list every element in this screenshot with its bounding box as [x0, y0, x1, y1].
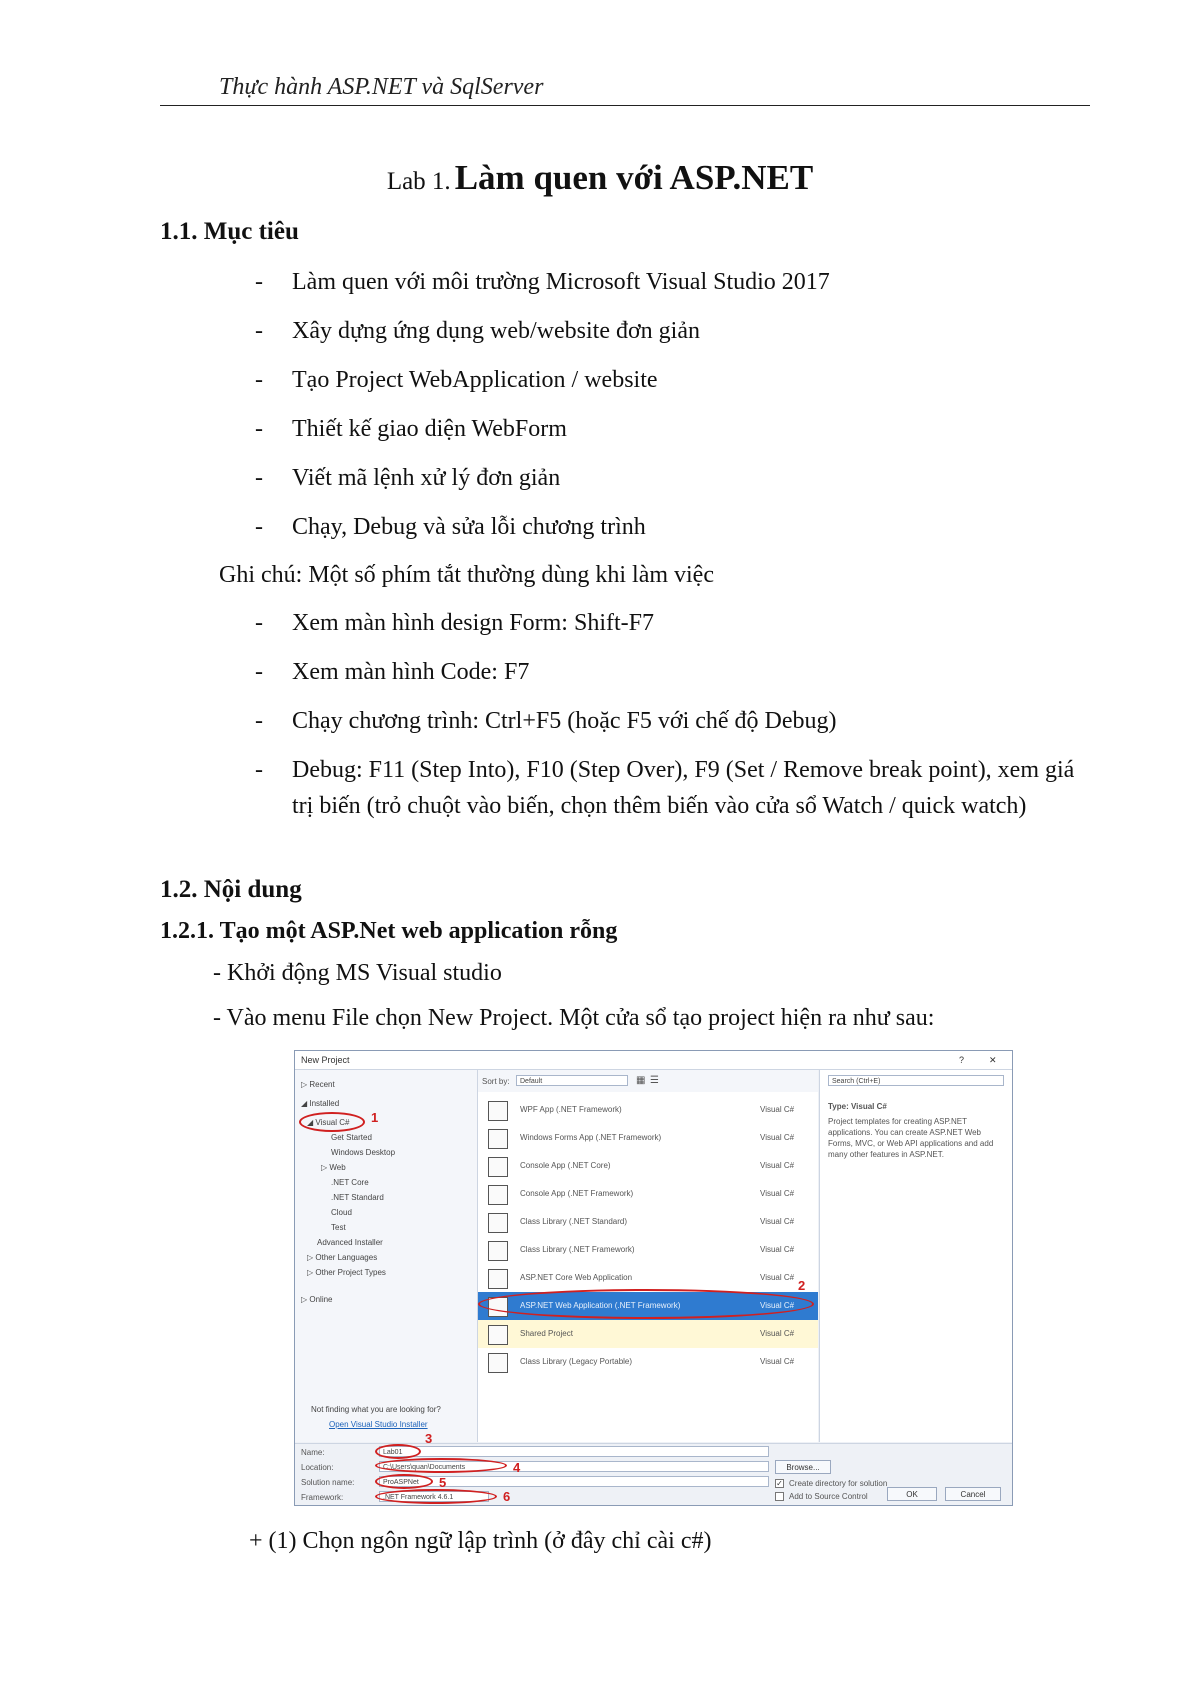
tree-item[interactable]: ▷ Other Project Types — [307, 1268, 386, 1277]
new-project-screenshot — [294, 1050, 1013, 1506]
lab-title: Làm quen với ASP.NET — [454, 158, 814, 197]
type-label: Type: Visual C# — [828, 1102, 887, 1111]
ok-button[interactable]: OK — [887, 1487, 937, 1501]
sort-toolbar — [478, 1070, 818, 1092]
template-icon — [488, 1101, 508, 1121]
annotation-number-2: 2 — [798, 1278, 806, 1293]
template-row[interactable]: Class Library (Legacy Portable) Visual C# — [478, 1348, 818, 1376]
template-row[interactable]: Class Library (.NET Framework) Visual C# — [478, 1236, 818, 1264]
template-row-selected[interactable]: ASP.NET Web Application (.NET Framework) Visual C# — [478, 1292, 818, 1320]
template-list — [478, 1070, 818, 1442]
annotation-number-3: 3 — [425, 1431, 433, 1446]
annotation-circle-3 — [375, 1444, 421, 1459]
framework-label: Framework: — [301, 1493, 344, 1502]
tree-item-recent[interactable]: ▷ Recent — [301, 1080, 335, 1089]
tree-item[interactable]: Windows Desktop — [331, 1148, 396, 1157]
location-input[interactable]: C:\Users\quan\Documents — [379, 1461, 769, 1472]
template-tree — [295, 1070, 478, 1442]
open-installer-link[interactable]: Open Visual Studio Installer — [329, 1420, 428, 1429]
tree-item[interactable]: Cloud — [331, 1208, 352, 1217]
annotation-circle-5 — [375, 1474, 433, 1489]
template-row[interactable]: Windows Forms App (.NET Framework) Visual C# — [478, 1124, 818, 1152]
section-heading-objectives: 1.1. Mục tiêu — [160, 218, 299, 245]
tree-item[interactable]: .NET Standard — [331, 1193, 384, 1202]
dialog-title: New Project — [301, 1055, 350, 1065]
template-row[interactable]: WPF App (.NET Framework) Visual C# — [478, 1096, 818, 1124]
shortcut-note: Ghi chú: Một số phím tắt thường dùng khi làm việc — [219, 562, 714, 588]
grid-view-icon[interactable]: ▦ — [636, 1075, 646, 1086]
not-finding-text: Not finding what you are looking for? — [311, 1405, 441, 1414]
name-label: Name: — [301, 1448, 325, 1457]
globe-icon — [488, 1269, 508, 1289]
cancel-button[interactable]: Cancel — [945, 1487, 1001, 1501]
step-text: - Vào menu File chọn New Project. Một cửa sổ tạo project hiện ra như sau: — [213, 1005, 935, 1031]
solution-label: Solution name: — [301, 1478, 355, 1487]
template-icon — [488, 1129, 508, 1149]
annotation-circle-2 — [478, 1289, 814, 1319]
tree-item[interactable]: .NET Core — [331, 1178, 369, 1187]
create-dir-checkbox[interactable]: ✓ — [776, 1479, 783, 1488]
template-icon — [488, 1241, 508, 1261]
template-row[interactable]: Class Library (.NET Standard) Visual C# — [478, 1208, 818, 1236]
annotation-circle-6 — [375, 1489, 497, 1504]
lab-number: Lab 1. — [386, 168, 451, 195]
annotation-number-1: 1 — [371, 1110, 379, 1125]
annotation-circle-1 — [299, 1112, 365, 1132]
annotation-number-5: 5 — [439, 1475, 447, 1490]
tree-item[interactable]: Test — [331, 1223, 346, 1232]
framework-select[interactable]: .NET Framework 4.6.1 — [379, 1491, 489, 1502]
tree-item-visual-csharp[interactable]: ◢ Visual C# — [307, 1118, 350, 1127]
sort-label: Sort by: — [482, 1077, 510, 1086]
close-icon[interactable]: ✕ — [989, 1055, 997, 1065]
help-icon[interactable]: ? — [959, 1055, 965, 1065]
section-heading-content: 1.2. Nội dung — [160, 876, 302, 903]
location-label: Location: — [301, 1463, 334, 1472]
step-note: + (1) Chọn ngôn ngữ lập trình (ở đây chỉ cài c#) — [249, 1528, 712, 1554]
list-view-icon[interactable]: ☰ — [650, 1075, 659, 1086]
annotation-number-6: 6 — [503, 1489, 511, 1504]
template-row[interactable]: Console App (.NET Framework) Visual C# — [478, 1180, 818, 1208]
tree-item[interactable]: Advanced Installer — [317, 1238, 383, 1247]
subsection-heading: 1.2.1. Tạo một ASP.Net web application rỗng — [160, 918, 618, 944]
create-dir-label: Create directory for solution — [789, 1479, 888, 1488]
template-description-panel — [819, 1070, 1012, 1442]
name-input[interactable]: Lab01 — [379, 1446, 769, 1457]
header-divider — [160, 105, 1090, 106]
annotation-number-4: 4 — [513, 1460, 521, 1475]
tree-item-online[interactable]: ▷ Online — [301, 1295, 333, 1304]
page-title — [0, 158, 1200, 198]
search-input[interactable]: Search (Ctrl+E) — [828, 1075, 1004, 1086]
dialog-titlebar — [295, 1051, 1012, 1070]
template-icon — [488, 1185, 508, 1205]
browse-button[interactable]: Browse... — [775, 1460, 831, 1474]
template-icon — [488, 1325, 508, 1345]
template-row[interactable]: Shared Project Visual C# — [478, 1320, 818, 1348]
tree-item[interactable]: ▷ Web — [321, 1163, 346, 1172]
template-icon — [488, 1213, 508, 1233]
source-control-label: Add to Source Control — [789, 1492, 868, 1501]
step-text: - Khởi động MS Visual studio — [213, 960, 502, 986]
template-icon — [488, 1157, 508, 1177]
template-row[interactable]: Console App (.NET Core) Visual C# — [478, 1152, 818, 1180]
source-control-checkbox[interactable] — [775, 1492, 784, 1501]
tree-item[interactable]: Get Started — [331, 1133, 372, 1142]
solution-input[interactable]: ProASPNet — [379, 1476, 769, 1487]
type-description: Project templates for creating ASP.NET applications. You can create ASP.NET Web Forms, MVC, or Web API applications and add many other features in ASP.NET. — [828, 1117, 994, 1159]
tree-item[interactable]: ▷ Other Languages — [307, 1253, 378, 1262]
template-icon — [488, 1353, 508, 1373]
tree-item-installed[interactable]: ◢ Installed — [301, 1099, 340, 1108]
running-header: Thực hành ASP.NET và SqlServer — [219, 74, 544, 100]
sort-dropdown[interactable]: Default — [516, 1075, 628, 1086]
annotation-circle-4 — [375, 1458, 507, 1473]
template-row[interactable]: ASP.NET Core Web Application Visual C# — [478, 1264, 818, 1292]
